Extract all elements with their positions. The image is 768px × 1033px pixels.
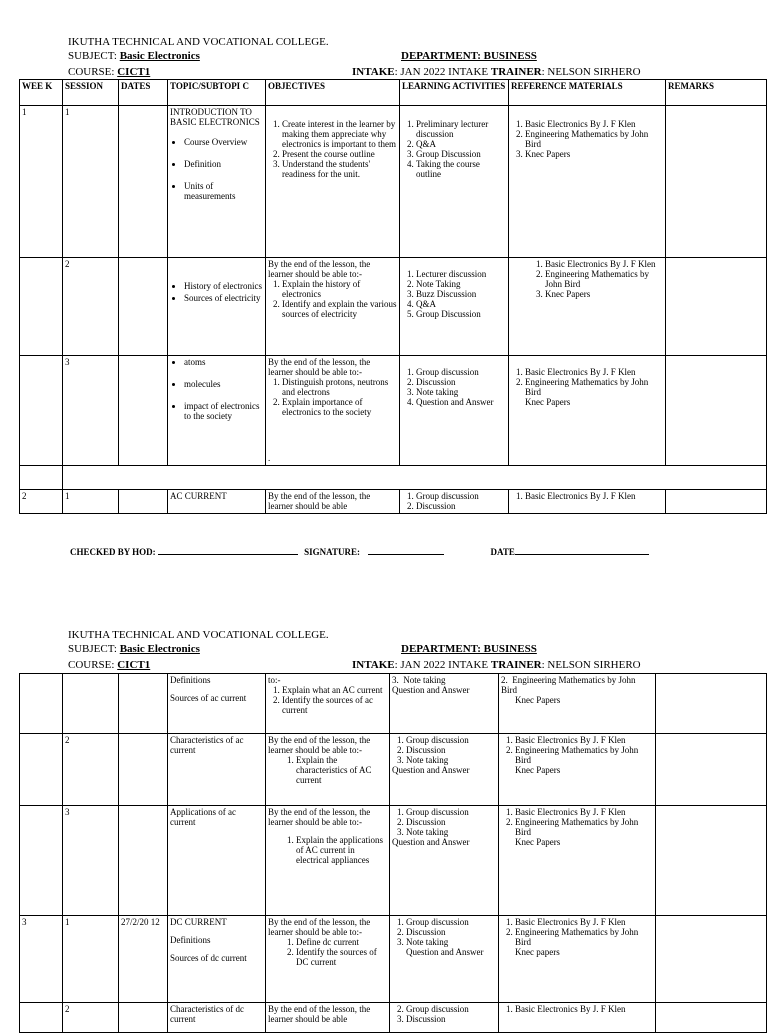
column-header: SESSION [63, 80, 119, 106]
topic-item: Sources of dc current [170, 953, 247, 963]
activity-item: 2. Group discussion [406, 1004, 496, 1014]
reference-item: 2. Engineering Mathematics by John Bird [515, 745, 653, 765]
objective-item: 2. Identify the sources of DC current [296, 947, 387, 967]
activity-item: 1. Group discussion [416, 491, 506, 501]
activities-cell [400, 490, 509, 514]
course-line [68, 66, 150, 79]
reference-item: 3. Knec Papers [545, 289, 663, 299]
activity-item: Question and Answer [392, 685, 470, 695]
topic-item: Sources of ac current [170, 693, 247, 703]
topic-item: • History of electronics [184, 281, 263, 291]
column-header: OBJECTIVES [266, 80, 400, 106]
week-cell: 3 [20, 916, 63, 1003]
stray-dot: . [268, 453, 271, 463]
topic-item: Definitions [170, 675, 211, 685]
topic-title: INTRODUCTION TO BASIC ELECTRONICS [170, 107, 260, 127]
checked-by-label: CHECKED BY HOD: [70, 547, 156, 557]
activity-item: Question and Answer [392, 765, 470, 775]
remarks-cell [666, 106, 767, 258]
activity-item: 4. Taking the course outline [416, 159, 506, 179]
activity-item: 3. Note taking [406, 937, 496, 947]
table-row [20, 674, 767, 734]
objectives-cell [266, 106, 400, 258]
dates-cell [119, 106, 168, 258]
department-label: DEPARTMENT: BUSINESS [401, 50, 537, 62]
reference-item: 2. Engineering Mathematics by John Bird [525, 129, 663, 149]
college-name: IKUTHA TECHNICAL AND VOCATIONAL COLLEGE. [68, 36, 329, 48]
reference-item: 2. Engineering Mathematics by John Bird [501, 675, 636, 695]
objective-item: 2. Explain importance of electronics to the society [282, 397, 397, 417]
trainer-value: : NELSON SIRHERO [541, 66, 641, 78]
session-cell: 1 [63, 490, 119, 514]
remarks-cell [666, 356, 767, 466]
topic-item: • Definition [184, 159, 263, 169]
objectives-cell [266, 674, 390, 734]
remarks-cell [666, 490, 767, 514]
intake-value: : JAN 2022 INTAKE [394, 659, 489, 671]
week-cell: 2 [20, 490, 63, 514]
reference-item: Knec Papers [515, 765, 561, 775]
table-row [20, 490, 767, 514]
signature-label: SIGNATURE: [304, 547, 361, 557]
references-cell [499, 806, 656, 916]
trainer-value: : NELSON SIRHERO [541, 659, 641, 671]
activity-item: 3. Buzz Discussion [416, 289, 506, 299]
reference-item: 1. Basic Electronics By J. F Klen [525, 491, 663, 501]
subject-value: Basic Electronics [119, 643, 200, 655]
session-cell: 2 [63, 1003, 119, 1033]
dates-cell [119, 356, 168, 466]
objectives-intro: By the end of the lesson, the learner should be able to:- [268, 917, 371, 937]
objectives-intro: By the end of the lesson, the learner should be able to:- [268, 259, 371, 279]
dates-cell: 27/2/20 12 [119, 916, 168, 1003]
objective-item: 1. Create interest in the learner by making them appreciate why electronics is important to them [282, 119, 397, 149]
activities-cell [390, 734, 499, 806]
schedule-table-page-1 [19, 79, 767, 514]
activity-item: 2. Discussion [406, 817, 496, 827]
topic-cell: Characteristics of dc current [168, 1003, 266, 1033]
intake-value: : JAN 2022 INTAKE [394, 66, 489, 78]
activity-item: 1. Preliminary lecturer discussion [416, 119, 506, 139]
course-label: COURSE: [68, 659, 115, 671]
activity-item: 2. Discussion [416, 501, 506, 511]
department-label: DEPARTMENT: BUSINESS [401, 643, 537, 655]
activity-item: Question and Answer [406, 947, 484, 957]
week-cell [20, 356, 63, 466]
topic-cell [168, 356, 266, 466]
session-cell: 1 [63, 106, 119, 258]
activity-item: 2. Discussion [416, 377, 506, 387]
topic-title: DC CURRENT [170, 917, 227, 927]
session-cell: 3 [63, 806, 119, 916]
activity-item: Question and Answer [392, 837, 470, 847]
college-name: IKUTHA TECHNICAL AND VOCATIONAL COLLEGE. [68, 629, 329, 641]
activity-item: 2. Note Taking [416, 279, 506, 289]
objective-item: 1. Explain what an AC current [282, 685, 387, 695]
reference-item: 1. Basic Electronics By J. F Klen [515, 735, 653, 745]
activity-item: 2. Discussion [406, 745, 496, 755]
remarks-cell [656, 916, 767, 1003]
table-row [20, 258, 767, 356]
subject-line [68, 643, 200, 656]
objectives-intro: By the end of the lesson, the learner should be able to:- [268, 807, 371, 827]
reference-item: 1. Basic Electronics By J. F Klen [525, 119, 663, 129]
objectives-cell [266, 356, 400, 466]
reference-item: 1. Basic Electronics By J. F Klen [545, 259, 663, 269]
activity-item: 1. Group discussion [406, 807, 496, 817]
objectives-intro: By the end of the lesson, the learner should be able to:- [268, 357, 371, 377]
reference-item: 2. Engineering Mathematics by John Bird [515, 817, 653, 837]
topic-item: • atoms [184, 357, 263, 367]
activity-item: 1. Group discussion [406, 735, 496, 745]
objective-item: 2. Present the course outline [282, 149, 397, 159]
activity-item: 3. Note taking [406, 827, 496, 837]
activity-item: 1. Lecturer discussion [416, 269, 506, 279]
references-cell [499, 674, 656, 734]
trainer-label: TRAINER [490, 66, 542, 78]
course-line [68, 659, 150, 672]
objectives-cell [266, 734, 390, 806]
objectives-intro: to:- [268, 675, 281, 685]
objectives-cell [266, 916, 390, 1003]
intake-label: INTAKE [352, 659, 395, 671]
reference-item: Knec Papers [515, 837, 561, 847]
references-cell [509, 258, 666, 356]
topic-cell: AC CURRENT [168, 490, 266, 514]
reference-extra: Knec Papers [525, 397, 571, 407]
references-cell [509, 106, 666, 258]
activity-item: 2. Q&A [416, 139, 506, 149]
topic-cell: Characteristics of ac current [168, 734, 266, 806]
session-cell: 2 [63, 258, 119, 356]
subject-value: Basic Electronics [119, 50, 200, 62]
intake-trainer-line [352, 66, 641, 79]
topic-cell: Applications of ac current [168, 806, 266, 916]
activities-cell [400, 106, 509, 258]
activity-item: 3. Note taking [392, 675, 446, 685]
column-header: REFERENCE MATERIALS [509, 80, 666, 106]
objective-item: 1. Explain the applications of AC current in electrical appliances [296, 835, 387, 865]
session-cell: 1 [63, 916, 119, 1003]
objective-item: 2. Identify the sources of ac current [282, 695, 387, 715]
column-header: TOPIC/SUBTOPI C [168, 80, 266, 106]
intake-trainer-line [352, 659, 641, 672]
subject-line [68, 50, 200, 63]
column-header: REMARKS [666, 80, 767, 106]
reference-item: 1. Basic Electronics By J. F Klen [515, 917, 653, 927]
references-cell [509, 356, 666, 466]
activity-item: 3. Note taking [406, 755, 496, 765]
objectives-cell: By the end of the lesson, the learner should be able [266, 1003, 390, 1033]
references-cell [499, 734, 656, 806]
course-value: CICT1 [117, 659, 151, 671]
objective-item: 1. Define dc current [296, 937, 387, 947]
checked-by-line [158, 546, 298, 555]
activities-cell [390, 806, 499, 916]
topic-item: Definitions [170, 935, 211, 945]
remarks-cell [656, 674, 767, 734]
trainer-label: TRAINER [490, 659, 542, 671]
session-cell: 3 [63, 356, 119, 466]
signature-line [368, 546, 444, 555]
activity-item: 5. Group Discussion [416, 309, 506, 319]
activities-cell [390, 1003, 499, 1033]
reference-item: 2. Engineering Mathematics by John Bird [515, 927, 653, 947]
topic-item: • impact of electronics to the society [184, 401, 263, 421]
reference-item: 3. Knec Papers [525, 149, 663, 159]
session-cell: 2 [63, 734, 119, 806]
objective-item: 2. Identify and explain the various sources of electricity [282, 299, 397, 319]
reference-item: 2. Engineering Mathematics by John Bird [525, 377, 663, 397]
table-row [20, 106, 767, 258]
objectives-cell [266, 258, 400, 356]
topic-cell [168, 106, 266, 258]
department-line [401, 50, 537, 63]
objectives-cell: By the end of the lesson, the learner should be able [266, 490, 400, 514]
subject-label: SUBJECT: [68, 50, 117, 62]
topic-cell [168, 258, 266, 356]
objective-item: 1. Explain the history of electronics [282, 279, 397, 299]
objective-item: 1. Explain the characteristics of AC current [296, 755, 387, 785]
activities-cell [390, 674, 499, 734]
topic-item: • molecules [184, 379, 263, 389]
reference-item: 1. Basic Electronics By J. F Klen [515, 807, 653, 817]
column-header: DATES [119, 80, 168, 106]
date-line [515, 546, 649, 555]
schedule-table-page-2 [19, 673, 767, 1033]
week-cell [20, 258, 63, 356]
activity-item: 3. Discussion [406, 1014, 496, 1024]
reference-item: Knec papers [515, 947, 560, 957]
subject-label: SUBJECT: [68, 643, 117, 655]
activity-item: 2. Discussion [406, 927, 496, 937]
activity-item: 4. Q&A [416, 299, 506, 309]
activity-item: 1. Group discussion [416, 367, 506, 377]
table-row [20, 806, 767, 916]
dates-cell [119, 490, 168, 514]
intake-label: INTAKE [352, 66, 395, 78]
topic-item: • Units of measurements [184, 181, 263, 201]
objectives-intro: By the end of the lesson, the learner should be able to:- [268, 735, 371, 755]
topic-cell [168, 674, 266, 734]
activity-item: 1. Group discussion [406, 917, 496, 927]
table-row [20, 916, 767, 1003]
reference-item: Knec Papers [515, 695, 561, 705]
activity-item: 4. Question and Answer [416, 397, 506, 407]
table-spacer-row [20, 466, 767, 490]
week-cell: 1 [20, 106, 63, 258]
remarks-cell [656, 806, 767, 916]
topic-item: • Sources of electricity [184, 293, 263, 303]
activities-cell [390, 916, 499, 1003]
remarks-cell [656, 1003, 767, 1033]
references-cell [499, 916, 656, 1003]
table-row [20, 734, 767, 806]
course-value: CICT1 [117, 66, 151, 78]
department-line [401, 643, 537, 656]
references-cell [499, 1003, 656, 1033]
table-row [20, 356, 767, 466]
activity-item: 3. Group Discussion [416, 149, 506, 159]
activity-item: 3. Note taking [416, 387, 506, 397]
column-header: LEARNING ACTIVITIES [400, 80, 509, 106]
topic-cell [168, 916, 266, 1003]
remarks-cell [666, 258, 767, 356]
references-cell [509, 490, 666, 514]
objective-item: 1. Distinguish protons, neutrons and electrons [282, 377, 397, 397]
hod-signoff [70, 546, 649, 557]
document-page-2 [0, 580, 768, 1024]
remarks-cell [656, 734, 767, 806]
table-row [20, 1003, 767, 1033]
column-header: WEE K [20, 80, 63, 106]
activities-cell [400, 258, 509, 356]
reference-item: 1. Basic Electronics By J. F Klen [515, 1004, 653, 1014]
reference-item: 2. Engineering Mathematics by John Bird [545, 269, 663, 289]
objective-item: 3. Understand the students' readiness for the unit. [282, 159, 397, 179]
course-label: COURSE: [68, 66, 115, 78]
topic-item: • Course Overview [184, 137, 263, 147]
objectives-cell [266, 806, 390, 916]
activities-cell [400, 356, 509, 466]
date-label: DATE [490, 547, 515, 557]
reference-item: 1. Basic Electronics By J. F Klen [525, 367, 663, 377]
table-header-row [20, 80, 767, 106]
dates-cell [119, 258, 168, 356]
